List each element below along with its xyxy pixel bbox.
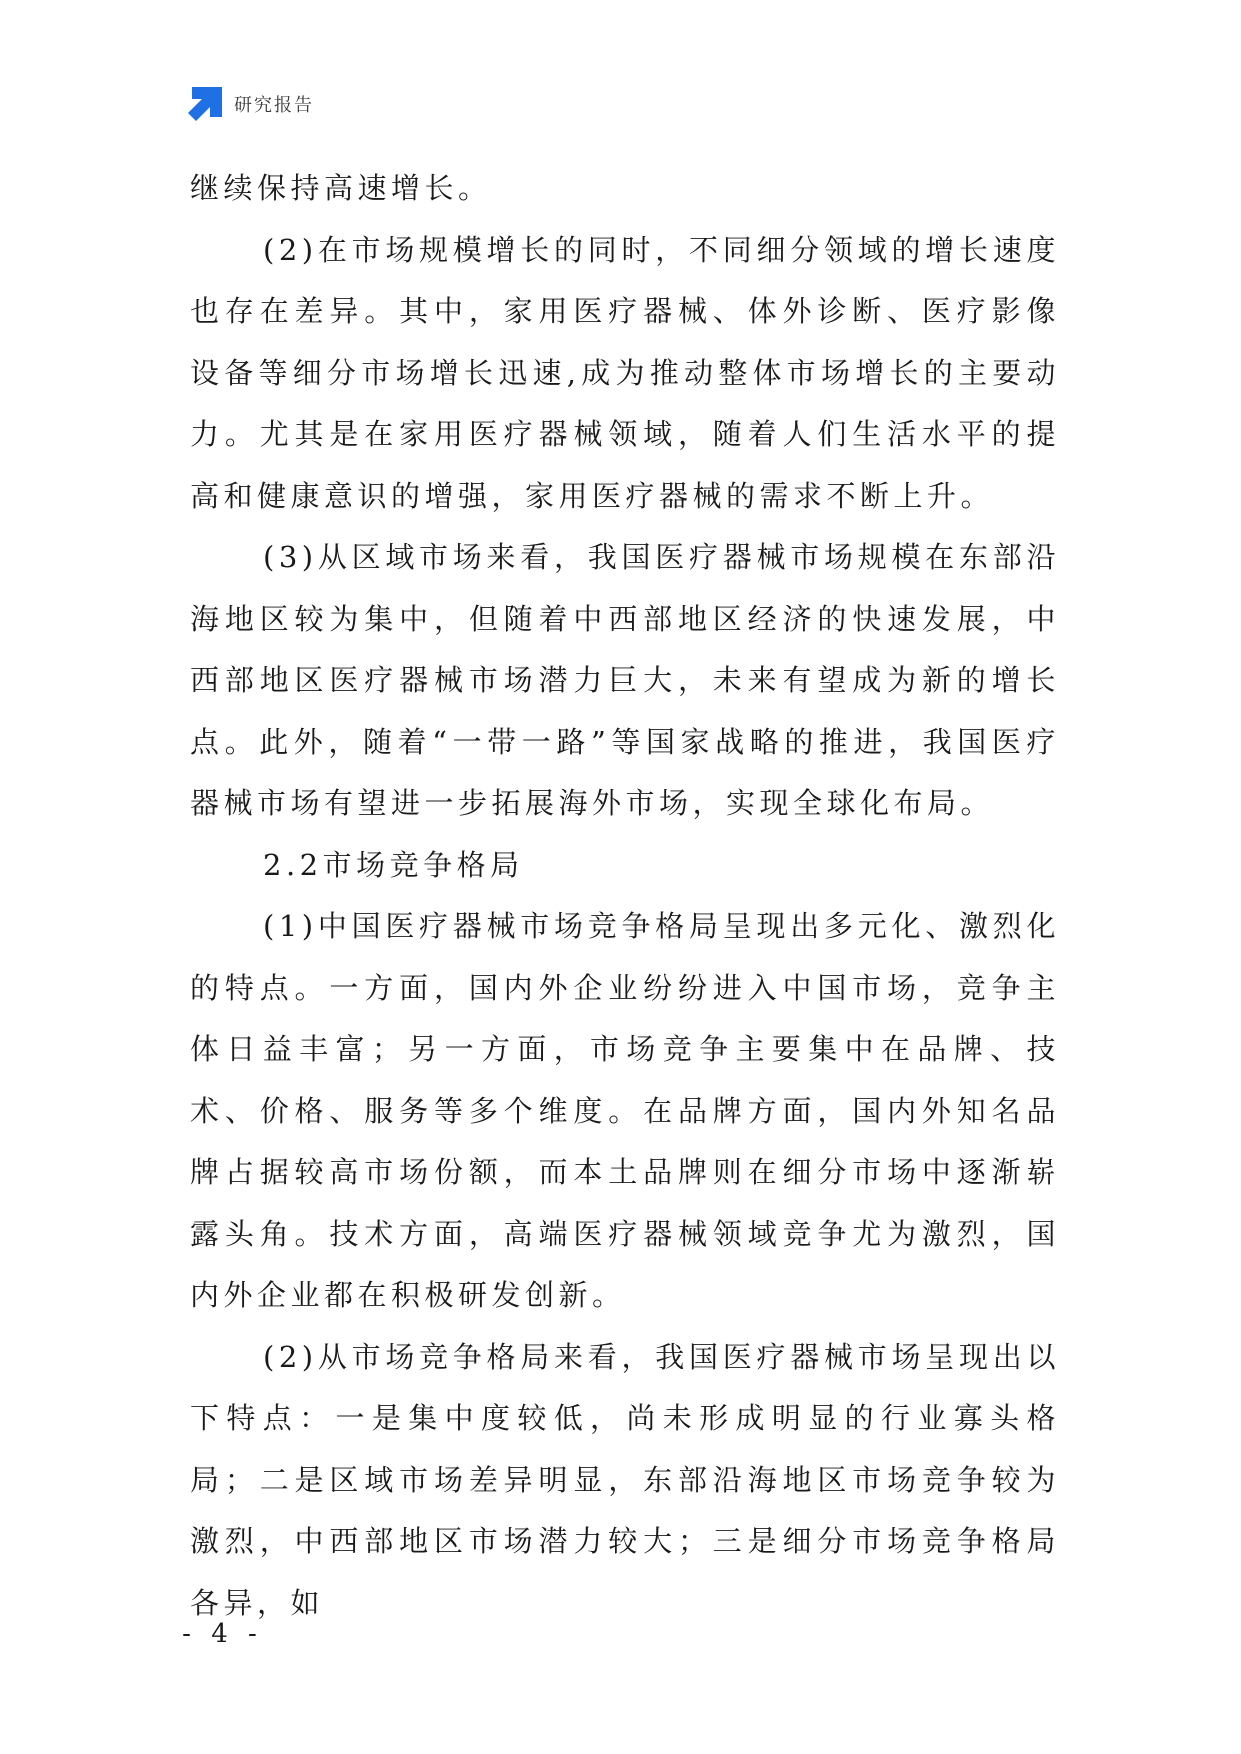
- paragraph-competition-features: (2)从市场竞争格局来看，我国医疗器械市场呈现出以下特点：一是集中度较低，尚未形成明显的行业寡头格局；二是区域市场差异明显，东部沿海地区市场竞争较为激烈，中西部地区市场潜力较大；三是细分市场竞争格局各异，如: [190, 1339, 1060, 1620]
- paragraph-continuation: 继续保持高速增长。: [190, 171, 492, 205]
- header-title: 研究报告: [234, 95, 314, 116]
- paragraph-competition-overview: (1)中国医疗器械市场竞争格局呈现出多元化、激烈化的特点。一方面，国内外企业纷纷进入中国市场，竞争主体日益丰富；另一方面，市场竞争主要集中在品牌、技术、价格、服务等多个维度。在品牌方面，国内外知名品牌占据较高市场份额，而本土品牌则在细分市场中逐渐崭露头角。技术方面，高端医疗器械领域竞争尤为激烈，国内外企业都在积极研发创新。: [190, 909, 1060, 1312]
- document-body: [190, 158, 1060, 1634]
- page-header: [188, 86, 314, 122]
- arrow-up-right-icon: [188, 87, 222, 121]
- section-heading: 2.2市场竞争格局: [263, 847, 524, 882]
- paragraph-segment-growth: (2)在市场规模增长的同时，不同细分领域的增长速度也存在差异。其中，家用医疗器械、体外诊断、医疗影像设备等细分市场增长迅速,成为推动整体市场增长的主要动力。尤其是在家用医疗器械领域，随着人们生活水平的提高和健康意识的增强，家用医疗器械的需求不断上升。: [190, 232, 1060, 513]
- paragraph-regional-market: (3)从区域市场来看，我国医疗器械市场规模在东部沿海地区较为集中，但随着中西部地区经济的快速发展，中西部地区医疗器械市场潜力巨大，未来有望成为新的增长点。此外，随着“一带一路”等国家战略的推进，我国医疗器械市场有望进一步拓展海外市场，实现全球化布局。: [190, 540, 1060, 820]
- page-number: - 4 -: [182, 1619, 263, 1649]
